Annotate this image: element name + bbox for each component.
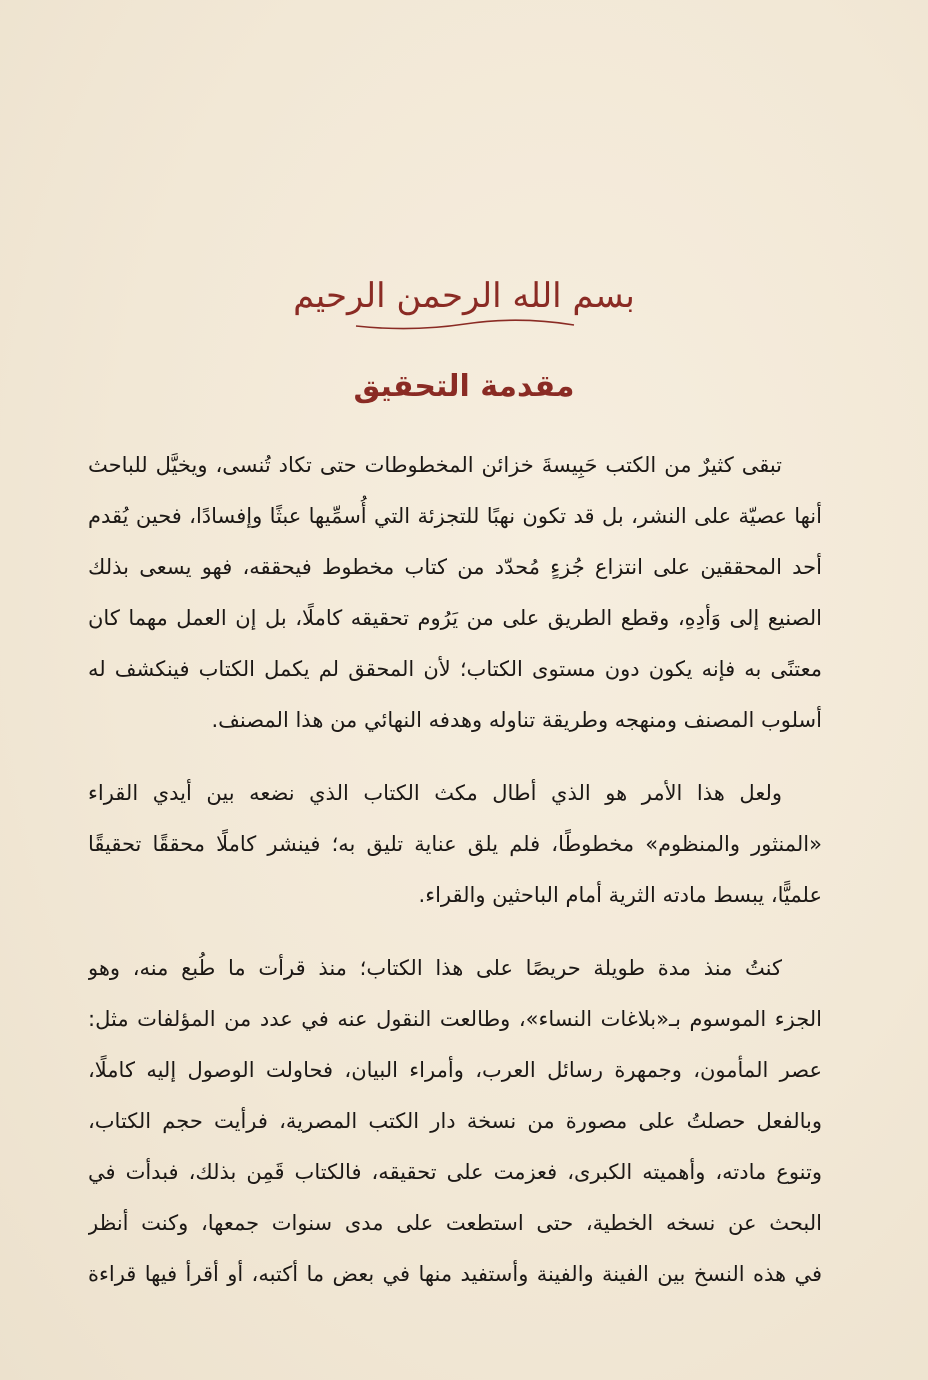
text-line: البحث عن نسخه الخطية، حتى استطعت على مدى سنوات جمعها، وكنت أنظر	[88, 1211, 822, 1235]
text-line: الجزء الموسوم بـ«بلاغات النساء»، وطالعت النقول عنه في عدد من المؤلفات مثل:	[88, 1007, 822, 1031]
text-line: الصنيع إلى وَأدِهِ، وقطع الطريق على من يَرُوم تحقيقه كاملًا، بل إن العمل مهما كان	[88, 606, 822, 630]
body-text	[88, 440, 822, 1300]
basmala-flourish-ornament	[352, 318, 578, 332]
text-line: تبقى كثيرٌ من الكتب حَبِيسةَ خزائن المخطوطات حتى تكاد تُنسى، ويخيَّل للباحث	[88, 453, 782, 477]
paragraph-gap	[88, 746, 822, 768]
paragraph	[88, 440, 822, 746]
text-line: ولعل هذا الأمر هو الذي أطال مكث الكتاب الذي نضعه بين أيدي القراء	[88, 781, 782, 805]
basmala-calligraphy: بسم الله الرحمن الرحيم	[293, 276, 635, 316]
text-line: أحد المحققين على انتزاع جُزءٍ مُحدّد من كتاب مخطوط فيحققه، فهو يسعى بذلك	[88, 555, 822, 579]
text-line: وتنوع مادته، وأهميته الكبرى، فعزمت على تحقيقه، فالكتاب قَمِن بذلك، فبدأت في	[88, 1160, 822, 1184]
text-line: وبالفعل حصلتُ على مصورة من نسخة دار الكتب المصرية، فرأيت حجم الكتاب،	[88, 1109, 822, 1133]
text-line: أسلوب المصنف ومنهجه وطريقة تناوله وهدفه النهائي من هذا المصنف.	[211, 708, 822, 732]
text-line: في هذه النسخ بين الفينة والفينة وأستفيد منها في بعض ما أكتبه، أو أقرأ فيها قراءة	[88, 1262, 822, 1286]
text-line: أنها عصيّة على النشر، بل قد تكون نهبًا للتجزئة التي أُسمِّيها عبثًا وإفسادًا، فحين يُقدم	[88, 504, 822, 528]
paragraph	[88, 943, 822, 1300]
text-line: عصر المأمون، وجمهرة رسائل العرب، وأمراء البيان، فحاولت الوصول إليه كاملًا،	[88, 1058, 822, 1082]
paragraph-gap	[88, 921, 822, 943]
text-line: معتنًى به فإنه يكون دون مستوى الكتاب؛ لأن المحقق لم يكمل الكتاب فينكشف له	[88, 657, 822, 681]
section-heading: مقدمة التحقيق	[353, 369, 575, 404]
text-line: «المنثور والمنظوم» مخطوطًا، فلم يلق عناية تليق به؛ فينشر كاملًا محققًا تحقيقًا	[88, 832, 822, 856]
paragraph	[88, 768, 822, 921]
text-line: كنتُ منذ مدة طويلة حريصًا على هذا الكتاب؛ منذ قرأت ما طُبع منه، وهو	[88, 956, 782, 980]
text-line: علميًّا، يبسط مادته الثرية أمام الباحثين والقراء.	[418, 883, 822, 907]
